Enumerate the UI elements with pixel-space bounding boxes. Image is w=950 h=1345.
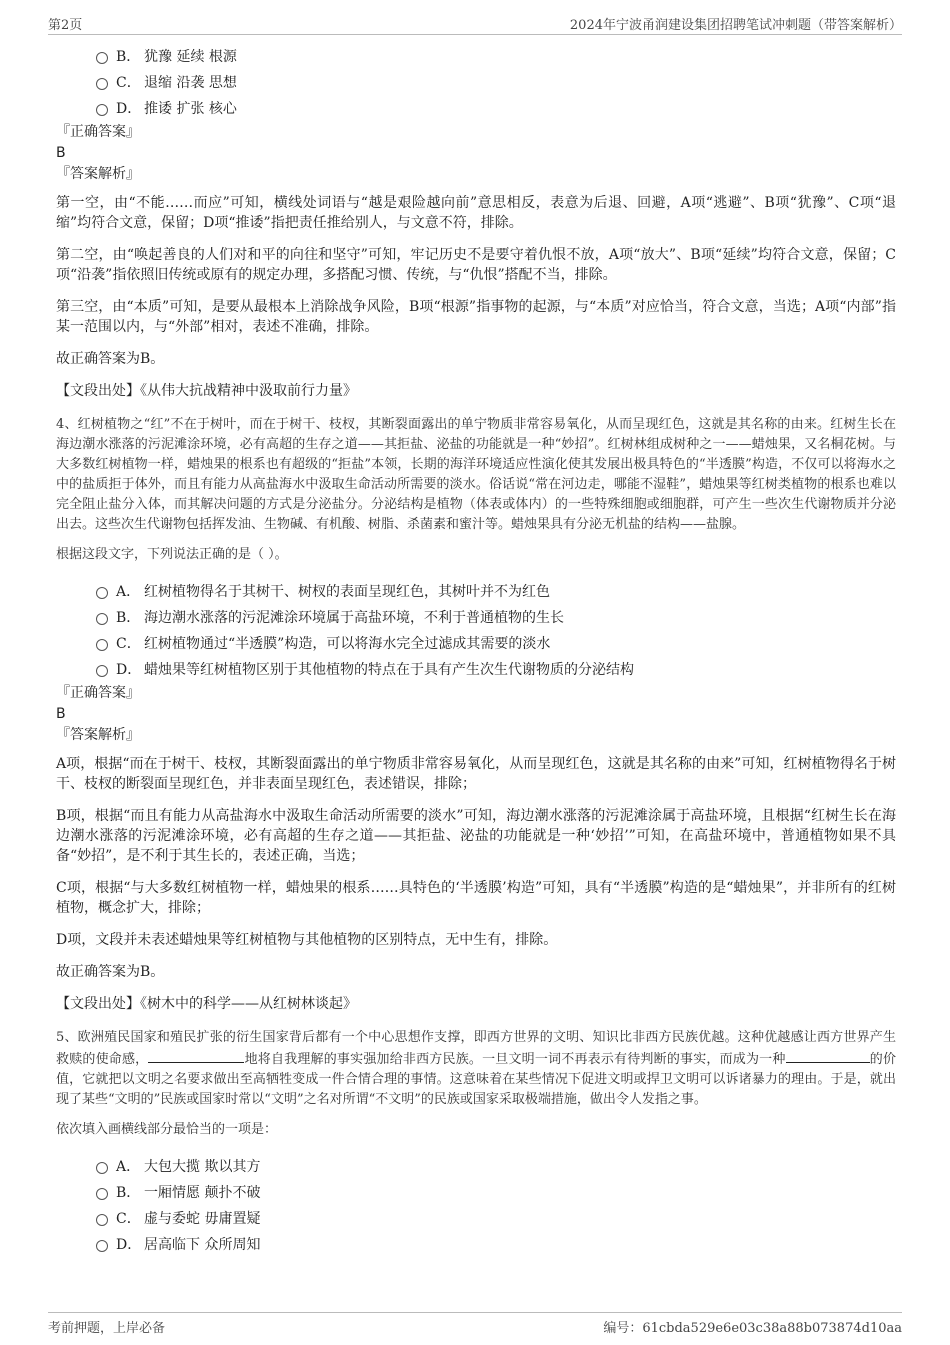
option-text: 居高临下 众所周知 — [144, 1237, 261, 1253]
fill-blank-2 — [786, 1048, 870, 1063]
q5-option-b[interactable] — [96, 1180, 896, 1206]
document-title: 2024年宁波甬润建设集团招聘笔试冲刺题（带答案解析） — [569, 18, 902, 33]
q4-analysis-a: A项，根据“而在于树干、枝杈，其断裂面露出的单宁物质非常容易氧化，从而呈现红色，这就是其名称的由来”可知，红树植物得名于树干、枝杈的断裂面呈现红色，并非表面呈现红色，表述错误，排除； — [56, 756, 896, 792]
option-letter: D． — [116, 662, 142, 678]
page-number: 第2页 — [48, 18, 83, 33]
q3-option-b[interactable] — [96, 44, 896, 70]
q4-source: 【文段出处】《树木中的科学——从红树林谈起》 — [56, 996, 357, 1012]
q3-conclusion: 故正确答案为B。 — [56, 351, 165, 367]
option-letter: C． — [116, 1211, 141, 1227]
q4-option-c[interactable] — [96, 631, 896, 657]
q3-source: 【文段出处】《从伟大抗战精神中汲取前行力量》 — [56, 383, 357, 399]
radio-icon[interactable] — [96, 639, 108, 651]
code-label: 编号： — [603, 1321, 643, 1336]
option-text: 一厢情愿 颠扑不破 — [144, 1185, 261, 1201]
document-body — [56, 44, 896, 1258]
radio-icon[interactable] — [96, 587, 108, 599]
q5-stem — [56, 1028, 896, 1110]
option-letter: A． — [116, 1159, 141, 1175]
option-letter: A． — [116, 584, 141, 600]
option-letter: D． — [116, 101, 142, 117]
fill-blank-1 — [148, 1048, 244, 1063]
q5-stem-part-3: 的价值，它就把以文明之名要求做出至高牺牲变成一件合情合理的事情。这意味着在某些情况下促进文明或捍卫文明可以诉诸暴力的理由。于是，就出现了某些“文明的”民族或国家时常以“文明”之名对所谓“不文明”的民族或国家采取极端措施，做出令人发指之事。 — [56, 1052, 896, 1107]
q4-option-b[interactable] — [96, 605, 896, 631]
radio-icon[interactable] — [96, 1240, 108, 1252]
q3-analysis-3: 第三空，由“本质”可知，是要从最根本上消除战争风险，B项“根源”指事物的起源，与“本质”对应恰当，符合文意，当选；A项“内部”指某一范围以内，与“外部”相对，表述不准确，排除。 — [56, 299, 896, 335]
q5-stem-part-2: 地将自我理解的事实强加给非西方民族。一旦文明一词不再表示有待判断的事实，而成为一种 — [244, 1052, 786, 1067]
radio-icon[interactable] — [96, 52, 108, 64]
radio-icon[interactable] — [96, 1188, 108, 1200]
option-text: 推诿 扩张 核心 — [144, 101, 237, 117]
option-text: 退缩 沿袭 思想 — [144, 75, 237, 91]
option-letter: D． — [116, 1237, 142, 1253]
option-text: 蜡烛果等红树植物区别于其他植物的特点在于具有产生次生代谢物质的分泌结构 — [144, 662, 634, 678]
option-text: 红树植物得名于其树干、树杈的表面呈现红色，其树叶并不为红色 — [144, 584, 550, 600]
radio-icon[interactable] — [96, 665, 108, 677]
q4-stem: 4、红树植物之“红”不在于树叶，而在于树干、枝杈，其断裂面露出的单宁物质非常容易氧化，从而呈现红色，这就是其名称的由来。红树生长在海边潮水涨落的污泥滩涂环境，必有高超的生存之道——其拒盐、泌盐的功能就是一种“妙招”。红树林组成树种之一——蜡烛果，又名桐花树。与大多数红树植物一样，蜡烛果的根系也有超级的“拒盐”本领，长期的海洋环境适应性演化使其发展出极具特色的“半透膜”构造，不仅可以将海水之中的盐质拒于体外，而且有能力从高盐海水中汲取生命活动所需要的淡水。俗话说“常在河边走，哪能不湿鞋”，蜡烛果等红树类植物的根系也难以完全阻止盐分入体，而其解决问题的方式是分泌盐分。分泌结构是植物（体表或体内）的一些特殊细胞或细胞群，可产生一些次生代谢物质并分泌出去。这些次生代谢物包括挥发油、生物碱、有机酸、树脂、杀菌素和蜜汁等。蜡烛果具有分泌无机盐的结构——盐腺。 — [56, 417, 896, 532]
q5-stem-part-1: 5、欧洲殖民国家和殖民扩张的衍生国家背后都有一个中心思想作支撑，即西方世界的文明、知识比非西方民族优越。这种优越感让西方世界产生救赎的使命感， — [56, 1030, 896, 1067]
option-text: 犹豫 延续 根源 — [144, 49, 237, 65]
q3-answer: B — [56, 145, 66, 161]
q4-option-a[interactable] — [96, 579, 896, 605]
option-text: 红树植物通过“半透膜”构造，可以将海水完全过滤成其需要的淡水 — [144, 636, 551, 652]
q3-option-c[interactable] — [96, 70, 896, 96]
q3-analysis-1: 第一空，由“不能……而应”可知，横线处词语与“越是艰险越向前”意思相反，表意为后退、回避，A项“逃避”、B项“犹豫”、C项“退缩”均符合文意，保留；D项“推诿”指把责任推给别人，与文意不符，排除。 — [56, 195, 896, 231]
document-code — [603, 1317, 902, 1336]
q4-ask: 根据这段文字，下列说法正确的是（ ）。 — [56, 547, 288, 562]
page-header — [48, 14, 902, 35]
q4-option-d[interactable] — [96, 657, 896, 683]
q5-option-d[interactable] — [96, 1232, 896, 1258]
radio-icon[interactable] — [96, 104, 108, 116]
option-letter: C． — [116, 636, 141, 652]
q4-conclusion: 故正确答案为B。 — [56, 964, 165, 980]
q3-analysis-label: 『答案解析』 — [56, 166, 140, 182]
option-text: 大包大揽 欺以其方 — [144, 1159, 261, 1175]
radio-icon[interactable] — [96, 1162, 108, 1174]
q4-options — [56, 579, 896, 683]
option-letter: B． — [116, 1185, 141, 1201]
option-text: 海边潮水涨落的污泥滩涂环境属于高盐环境，不利于普通植物的生长 — [144, 610, 564, 626]
q3-analysis-2: 第二空，由“唤起善良的人们对和平的向往和坚守”可知，牢记历史不是要守着仇恨不放，A项“放大”、B项“延续”均符合文意，保留；C项“沿袭”指依照旧传统或原有的规定办理，多搭配习惯、传统，与“仇恨”搭配不当，排除。 — [56, 247, 896, 283]
q5-option-a[interactable] — [96, 1154, 896, 1180]
q3-option-d[interactable] — [96, 96, 896, 122]
option-letter: B． — [116, 610, 141, 626]
radio-icon[interactable] — [96, 613, 108, 625]
q4-analysis-d: D项，文段并未表述蜡烛果等红树植物与其他植物的区别特点，无中生有，排除。 — [56, 932, 558, 948]
q4-analysis-c: C项，根据“与大多数红树植物一样，蜡烛果的根系……具特色的‘半透膜’构造”可知，具有“半透膜”构造的是“蜡烛果”，并非所有的红树植物，概念扩大，排除； — [56, 880, 896, 916]
q5-option-c[interactable] — [96, 1206, 896, 1232]
q4-analysis-b: B项，根据“而且有能力从高盐海水中汲取生命活动所需要的淡水”可知，海边潮水涨落的污泥滩涂属于高盐环境，且根据“红树生长在海边潮水涨落的污泥滩涂环境，必有高超的生存之道——其拒盐、泌盐的功能就是一种‘妙招’”可知，在高盐环境中，普通植物如果不具备“妙招”，是不利于其生长的，表述正确，当选； — [56, 808, 896, 864]
code-value: 61cbda529e6e03c38a88b073874d10aa — [642, 1321, 902, 1336]
footer-slogan: 考前押题，上岸必备 — [48, 1321, 166, 1336]
q3-answer-label: 『正确答案』 — [56, 124, 140, 140]
radio-icon[interactable] — [96, 78, 108, 90]
page-footer — [48, 1312, 902, 1336]
q5-options — [56, 1154, 896, 1258]
q5-ask: 依次填入画横线部分最恰当的一项是： — [56, 1122, 278, 1137]
q3-options — [56, 44, 896, 122]
q4-answer: B — [56, 706, 66, 722]
radio-icon[interactable] — [96, 1214, 108, 1226]
option-letter: B． — [116, 49, 141, 65]
q4-answer-label: 『正确答案』 — [56, 685, 140, 701]
q4-analysis-label: 『答案解析』 — [56, 727, 140, 743]
option-letter: C． — [116, 75, 141, 91]
option-text: 虚与委蛇 毋庸置疑 — [144, 1211, 261, 1227]
